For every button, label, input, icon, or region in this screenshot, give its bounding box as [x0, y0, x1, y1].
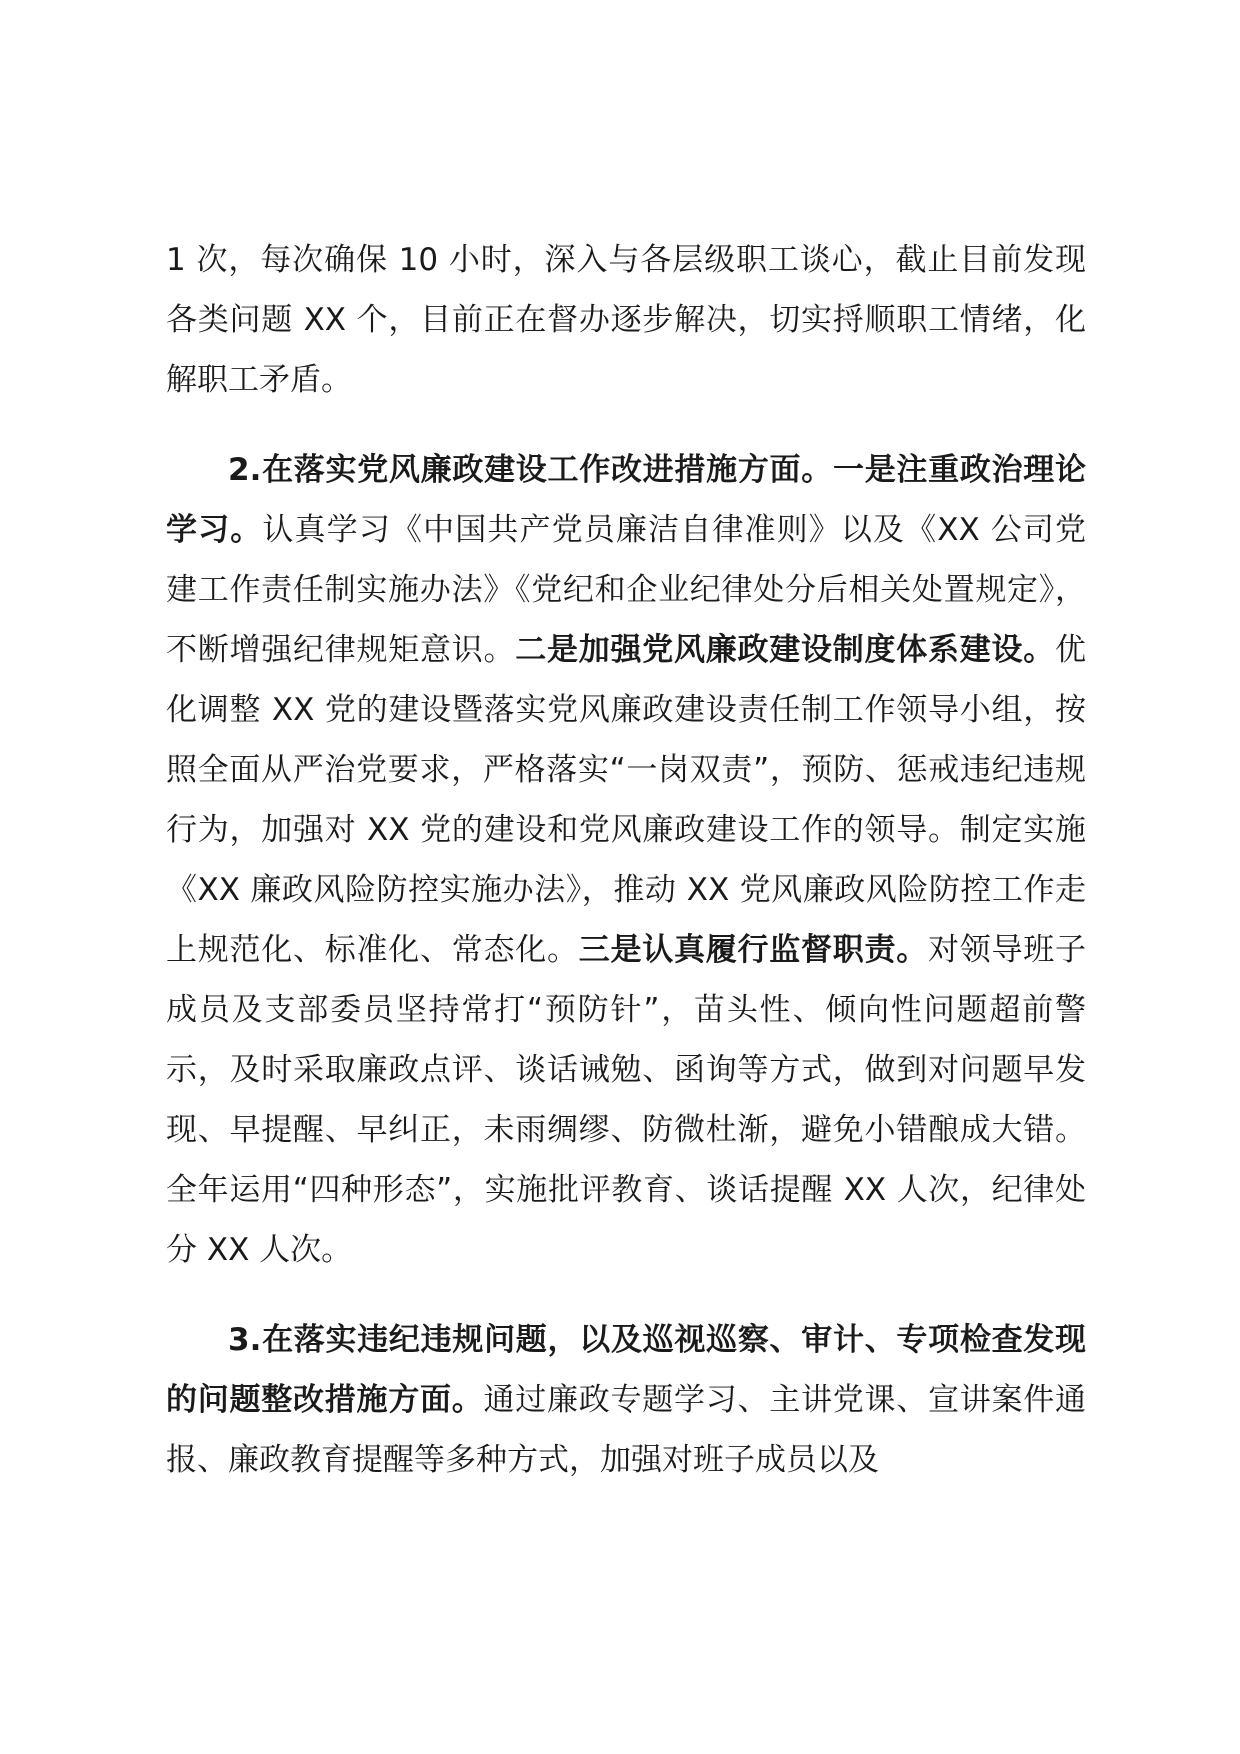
paragraph-2-subheading-2: 二是加强党风廉政建设制度体系建设。 [515, 632, 1055, 668]
paragraph-2-heading: 2.在落实党风廉政建设工作改进措施方面。一是注重政治理论学习。 [166, 452, 1086, 548]
paragraph-3-heading: 3.在落实违纪违规问题，以及巡视巡察、审计、专项检查发现的问题整改措施方面。 [166, 1322, 1086, 1418]
paragraph-2-run-4: 优化调整 XX 党的建设暨落实党风廉政建设责任制工作领导小组，按照全面从严治党要求，严格落实“一岗双责”，预防、惩戒违纪违规行为，加强对 XX 党的建设和党风廉政建设工作的领导。制定实施《XX 廉政风险防控实施办法》，推动 XX 党风廉政风险防控工作走上规范化、标准化、常态化。 [166, 632, 1086, 968]
paragraph-2-subheading-3: 三是认真履行监督职责。 [578, 932, 928, 968]
paragraph-2 [166, 440, 1086, 1280]
document-body [166, 230, 1086, 1490]
paragraph-1-run-1: 1 次，每次确保 10 小时，深入与各层级职工谈心，截止目前发现各类问题 XX 个，目前正在督办逐步解决，切实捋顺职工情绪，化解职工矛盾。 [166, 242, 1086, 398]
paragraph-2-run-6: 对领导班子成员及支部委员坚持常打“预防针”，苗头性、倾向性问题超前警示，及时采取廉政点评、谈话诫勉、函询等方式，做到对问题早发现、早提醒、早纠正，未雨绸缪、防微杜渐，避免小错酿成大错。全年运用“四种形态”，实施批评教育、谈话提醒 XX 人次，纪律处分 XX 人次。 [166, 932, 1086, 1268]
paragraph-2-run-2: 认真学习《中国共产党员廉洁自律准则》以及《XX 公司党建工作责任制实施办法》《党纪和企业纪律处分后相关处置规定》，不断增强纪律规矩意识。 [166, 512, 1087, 668]
paragraph-3-run-2: 通过廉政专题学习、主讲党课、宣讲案件通报、廉政教育提醒等多种方式，加强对班子成员以及 [166, 1382, 1086, 1478]
paragraph-1 [166, 230, 1086, 410]
paragraph-3 [166, 1310, 1086, 1490]
